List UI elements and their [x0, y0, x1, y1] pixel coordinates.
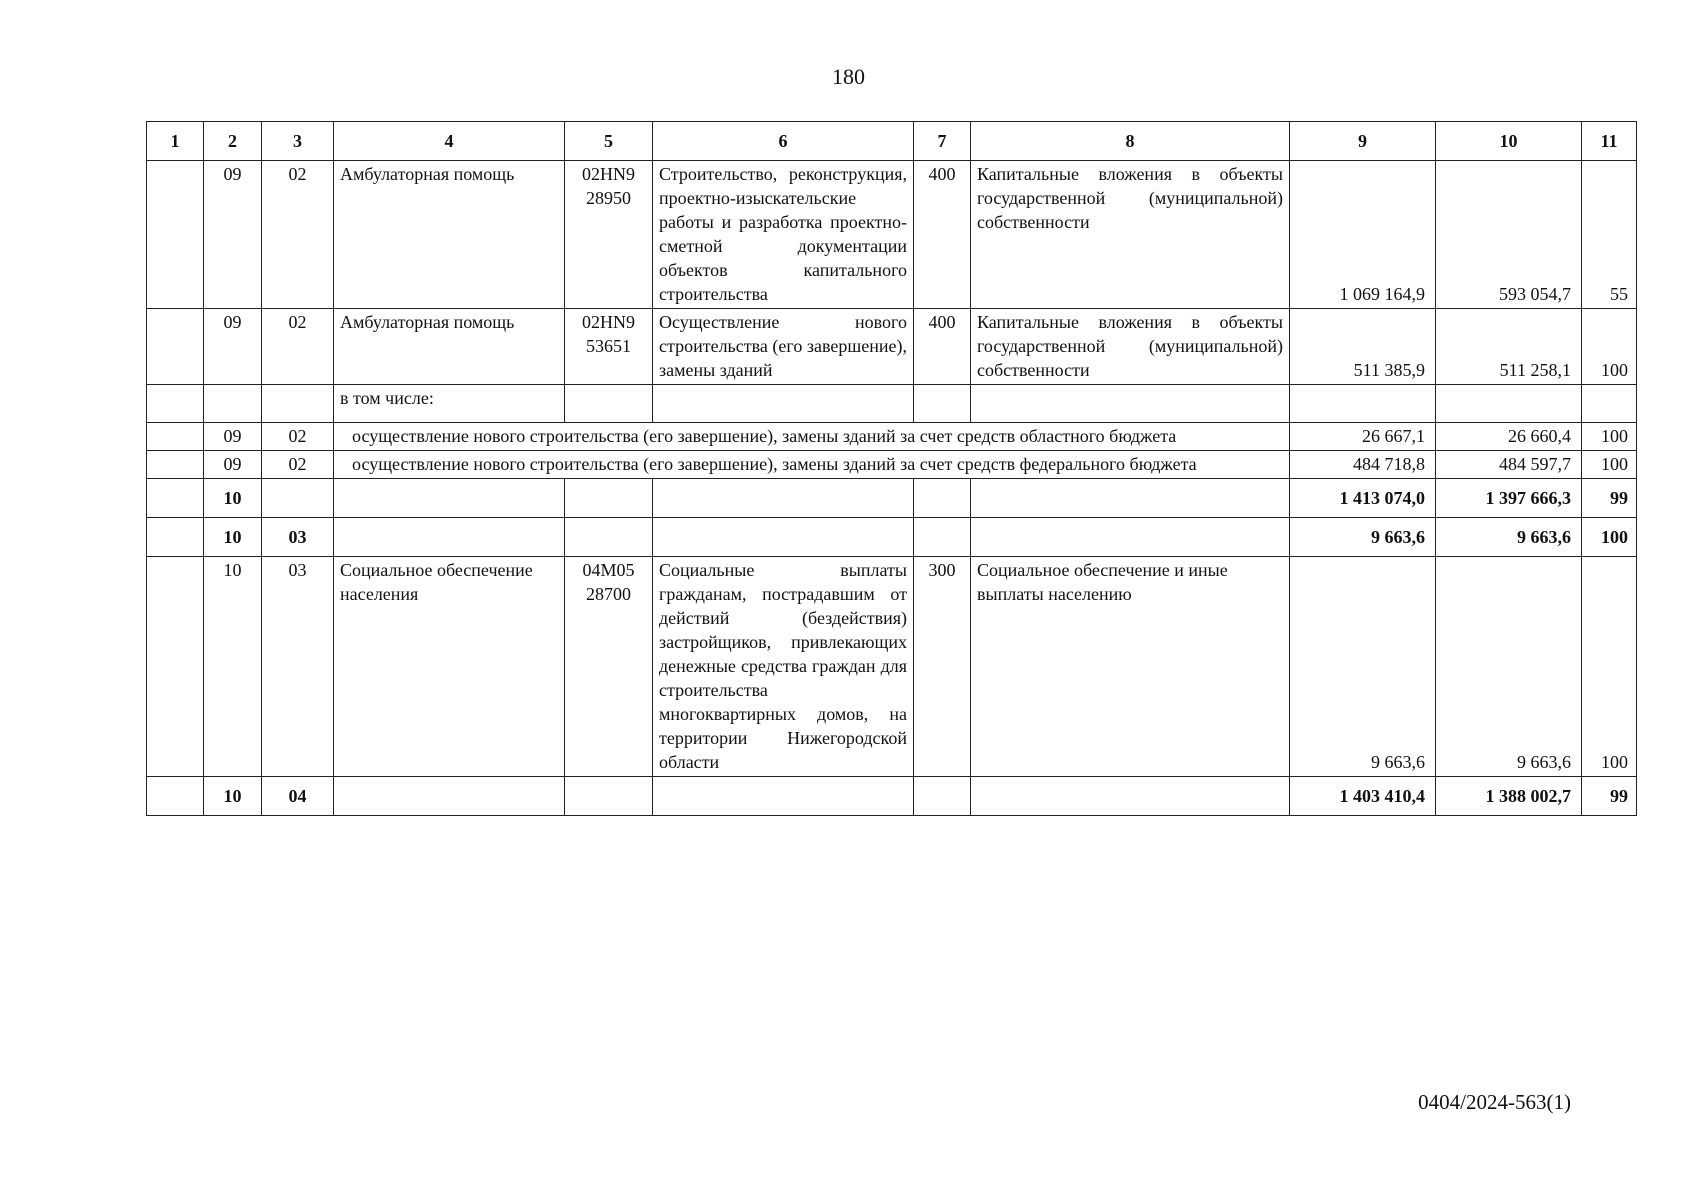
- merged-description: осуществление нового строительства (его завершение), замены зданий за счет средств федерального бюджета: [334, 451, 1290, 479]
- execution-percent: 100: [1582, 423, 1637, 451]
- target-article-code: [565, 518, 653, 557]
- planned-amount: 1 069 164,9: [1290, 161, 1436, 309]
- target-article-name: Осуществление нового строительства (его завершение), замены зданий: [653, 309, 914, 385]
- execution-percent: 100: [1582, 518, 1637, 557]
- column-header: 8: [971, 122, 1290, 161]
- including-label: в том числе:: [334, 385, 565, 423]
- subsection-code: 02: [262, 423, 334, 451]
- actual-amount: 1 397 666,3: [1436, 479, 1582, 518]
- subsection-code: 04: [262, 777, 334, 816]
- cell-col1: [147, 557, 204, 777]
- execution-percent: 99: [1582, 479, 1637, 518]
- table-row: [147, 309, 1637, 385]
- subsection-code: [262, 479, 334, 518]
- table-header-row: [147, 122, 1637, 161]
- execution-percent: 100: [1582, 309, 1637, 385]
- subsection-name: [334, 777, 565, 816]
- column-header: 4: [334, 122, 565, 161]
- section-code: 10: [204, 557, 262, 777]
- expense-type-code: [914, 479, 971, 518]
- cell-col1: [147, 451, 204, 479]
- target-article-name: Строительство, реконструкция, проектно-изыскательские работы и разработка проектно-сметной документации объектов капитального строительства: [653, 161, 914, 309]
- merged-description: осуществление нового строительства (его завершение), замены зданий за счет средств областного бюджета: [334, 423, 1290, 451]
- cell-col1: [147, 309, 204, 385]
- column-header: 7: [914, 122, 971, 161]
- section-code: 09: [204, 451, 262, 479]
- column-header: 10: [1436, 122, 1582, 161]
- budget-table: [146, 121, 1637, 816]
- actual-amount: 26 660,4: [1436, 423, 1582, 451]
- planned-amount: 26 667,1: [1290, 423, 1436, 451]
- cell-col1: [147, 518, 204, 557]
- execution-percent: 100: [1582, 451, 1637, 479]
- expense-type-name: Капитальные вложения в объекты государственной (муниципальной) собственности: [971, 161, 1290, 309]
- expense-type-name: [971, 777, 1290, 816]
- column-header: 9: [1290, 122, 1436, 161]
- column-header: 1: [147, 122, 204, 161]
- subsection-code: 02: [262, 451, 334, 479]
- target-article-code: 02HN9 28950: [565, 161, 653, 309]
- document-code: 0404/2024-563(1): [1418, 1090, 1571, 1114]
- cell-col1: [147, 777, 204, 816]
- planned-amount: 511 385,9: [1290, 309, 1436, 385]
- expense-type-name: Капитальные вложения в объекты государственной (муниципальной) собственности: [971, 309, 1290, 385]
- target-article-code: [565, 777, 653, 816]
- actual-amount: 9 663,6: [1436, 557, 1582, 777]
- cell-col1: [147, 385, 204, 423]
- section-code: 10: [204, 479, 262, 518]
- table-row: [147, 423, 1637, 451]
- section-code: 10: [204, 518, 262, 557]
- target-article-name: [653, 385, 914, 423]
- target-article-name: Социальные выплаты гражданам, пострадавшим от действий (бездействия) застройщиков, привлекающих денежные средства граждан для строительства многоквартирных домов, на территории Нижегородской области: [653, 557, 914, 777]
- section-code: 09: [204, 309, 262, 385]
- subsection-name: Социальное обеспечение населения: [334, 557, 565, 777]
- column-header: 6: [653, 122, 914, 161]
- target-article-code: [565, 385, 653, 423]
- execution-percent: 99: [1582, 777, 1637, 816]
- column-header: 5: [565, 122, 653, 161]
- target-article-name: [653, 479, 914, 518]
- column-header: 11: [1582, 122, 1637, 161]
- subsection-name: [334, 518, 565, 557]
- subsection-name: Амбулаторная помощь: [334, 161, 565, 309]
- section-code: 09: [204, 423, 262, 451]
- cell-col1: [147, 423, 204, 451]
- table-row: [147, 385, 1637, 423]
- expense-type-code: 400: [914, 309, 971, 385]
- cell-col1: [147, 479, 204, 518]
- table-row-total: [147, 777, 1637, 816]
- target-article-code: 02HN9 53651: [565, 309, 653, 385]
- expense-type-code: [914, 385, 971, 423]
- subsection-name: [334, 479, 565, 518]
- expense-type-name: [971, 479, 1290, 518]
- section-code: 10: [204, 777, 262, 816]
- column-header: 3: [262, 122, 334, 161]
- table-row: [147, 557, 1637, 777]
- expense-type-code: 300: [914, 557, 971, 777]
- expense-type-code: [914, 777, 971, 816]
- planned-amount: 9 663,6: [1290, 557, 1436, 777]
- planned-amount: 1 413 074,0: [1290, 479, 1436, 518]
- subsection-code: 03: [262, 518, 334, 557]
- actual-amount: 511 258,1: [1436, 309, 1582, 385]
- execution-percent: 100: [1582, 557, 1637, 777]
- target-article-code: 04M05 28700: [565, 557, 653, 777]
- expense-type-code: [914, 518, 971, 557]
- target-article-code: [565, 479, 653, 518]
- planned-amount: [1290, 385, 1436, 423]
- section-code: [204, 385, 262, 423]
- table-row: [147, 451, 1637, 479]
- subsection-code: 02: [262, 309, 334, 385]
- actual-amount: 1 388 002,7: [1436, 777, 1582, 816]
- actual-amount: [1436, 385, 1582, 423]
- actual-amount: 484 597,7: [1436, 451, 1582, 479]
- planned-amount: 9 663,6: [1290, 518, 1436, 557]
- planned-amount: 1 403 410,4: [1290, 777, 1436, 816]
- subsection-name: Амбулаторная помощь: [334, 309, 565, 385]
- expense-type-name: [971, 518, 1290, 557]
- cell-col1: [147, 161, 204, 309]
- subsection-code: [262, 385, 334, 423]
- planned-amount: 484 718,8: [1290, 451, 1436, 479]
- execution-percent: [1582, 385, 1637, 423]
- page-number: 180: [832, 64, 865, 89]
- table-row-total: [147, 518, 1637, 557]
- table-row: [147, 161, 1637, 309]
- execution-percent: 55: [1582, 161, 1637, 309]
- table-row-total: [147, 479, 1637, 518]
- subsection-code: 03: [262, 557, 334, 777]
- column-header: 2: [204, 122, 262, 161]
- section-code: 09: [204, 161, 262, 309]
- actual-amount: 593 054,7: [1436, 161, 1582, 309]
- actual-amount: 9 663,6: [1436, 518, 1582, 557]
- target-article-name: [653, 518, 914, 557]
- expense-type-name: Социальное обеспечение и иные выплаты населению: [971, 557, 1290, 777]
- expense-type-code: 400: [914, 161, 971, 309]
- target-article-name: [653, 777, 914, 816]
- expense-type-name: [971, 385, 1290, 423]
- subsection-code: 02: [262, 161, 334, 309]
